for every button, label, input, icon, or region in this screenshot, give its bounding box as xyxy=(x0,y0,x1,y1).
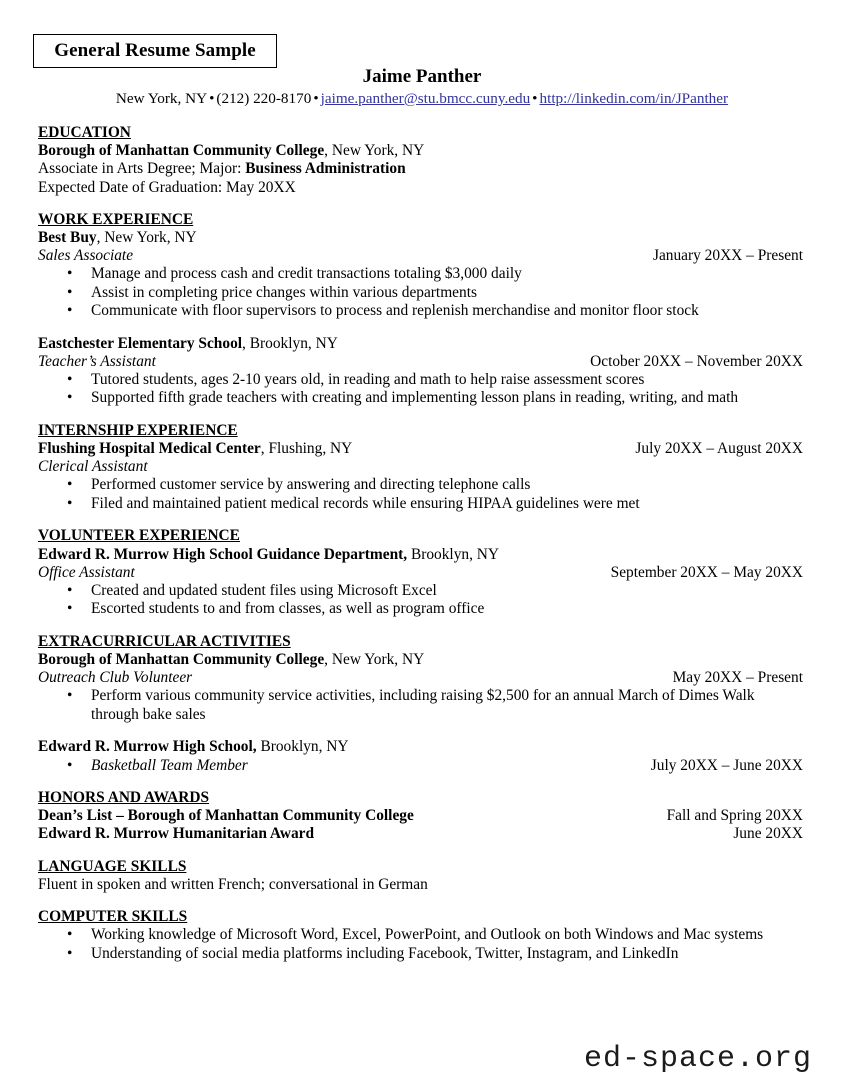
section-heading-work-experience: WORK EXPERIENCE xyxy=(38,210,194,228)
volunteer-entry-location: Brooklyn, NY xyxy=(407,545,500,563)
education-graduation-line xyxy=(38,179,803,197)
extracurricular-entry-title: Outreach Club Volunteer xyxy=(38,669,193,687)
internship-entry-title-line xyxy=(38,458,803,476)
section-language-skills xyxy=(38,858,803,894)
section-education xyxy=(38,124,803,197)
extracurricular-entry-two-date: July 20XX – June 20XX xyxy=(650,756,803,774)
honors-row xyxy=(38,825,803,843)
list-item: • Communicate with floor supervisors to process and replenish merchandise and monitor floor stock xyxy=(67,302,699,320)
volunteer-entry-title-line xyxy=(38,564,803,582)
spacer xyxy=(38,775,803,789)
section-extracurricular-activities xyxy=(38,633,803,775)
bullet-icon: • xyxy=(67,926,73,944)
list-item: • Performed customer service by answering and directing telephone calls xyxy=(67,476,531,494)
contact-location: New York, NY xyxy=(115,90,208,107)
education-degree-prefix: Associate in Arts Degree; Major: xyxy=(38,160,246,178)
list-item: • Created and updated student files using Microsoft Excel xyxy=(67,581,437,599)
contact-line xyxy=(0,90,844,108)
language-skills-line xyxy=(38,876,803,894)
bullet-icon: • xyxy=(67,302,73,320)
computer-skills-bullets xyxy=(38,926,803,963)
bullet-icon: • xyxy=(67,265,73,283)
volunteer-entry-date: September 20XX – May 20XX xyxy=(610,563,803,581)
bullet-icon: • xyxy=(67,494,73,512)
applicant-name: Jaime Panther xyxy=(362,66,482,87)
spacer xyxy=(38,844,803,858)
section-heading-internship-experience: INTERNSHIP EXPERIENCE xyxy=(38,421,238,439)
honors-award-date: June 20XX xyxy=(733,825,803,843)
bullet-icon: • xyxy=(67,756,73,774)
work-entry-title: Teacher’s Assistant xyxy=(38,352,156,370)
bullet-icon: • xyxy=(67,687,73,705)
site-watermark: ed-space.org xyxy=(583,1042,812,1076)
extracurricular-entry-two-location: Brooklyn, NY xyxy=(256,738,349,756)
spacer xyxy=(38,321,803,335)
work-entry-bullets xyxy=(38,371,803,408)
education-school-line xyxy=(38,142,803,160)
contact-separator-3: • xyxy=(532,90,538,107)
contact-linkedin-link[interactable]: http://linkedin.com/in/JPanther xyxy=(539,90,729,107)
spacer xyxy=(38,894,803,908)
bullet-icon: • xyxy=(67,371,73,388)
spacer xyxy=(38,513,803,527)
education-major: Business Administration xyxy=(245,160,406,178)
work-entry-org-line xyxy=(38,335,803,353)
education-degree-line xyxy=(38,160,803,178)
language-skills-text: Fluent in spoken and written French; conversational in German xyxy=(38,875,428,893)
internship-entry-location: , Flushing, NY xyxy=(260,440,353,458)
section-heading-language-skills: LANGUAGE SKILLS xyxy=(38,857,187,875)
internship-entry-org-line xyxy=(38,440,803,458)
extracurricular-entry-location: , New York, NY xyxy=(324,651,425,669)
contact-email-link[interactable]: jaime.panther@stu.bmcc.cuny.edu xyxy=(320,90,531,107)
list-item: • Manage and process cash and credit transactions totaling $3,000 daily xyxy=(67,265,522,283)
work-entry-date: October 20XX – November 20XX xyxy=(590,352,803,370)
extracurricular-entry-bullets xyxy=(38,687,803,724)
work-entry-title-line xyxy=(38,247,803,265)
section-honors-and-awards xyxy=(38,789,803,844)
contact-separator-1: • xyxy=(209,90,215,107)
bullet-icon: • xyxy=(67,944,73,962)
extracurricular-entry-two-bullets xyxy=(38,757,803,775)
list-item xyxy=(38,757,803,775)
volunteer-entry-bullets xyxy=(38,582,803,619)
section-heading-computer-skills: COMPUTER SKILLS xyxy=(38,907,188,925)
section-volunteer-experience xyxy=(38,527,803,618)
list-item: • Perform various community service activities, including raising $2,500 for an annual March of Dimes Walk through bake sales xyxy=(67,687,755,723)
list-item: • Supported fifth grade teachers with creating and implementing lesson plans in reading, writing, and math xyxy=(67,389,739,407)
honors-award-date: Fall and Spring 20XX xyxy=(666,807,803,825)
resume-body xyxy=(38,124,803,963)
section-computer-skills xyxy=(38,908,803,963)
extracurricular-entry-org-line xyxy=(38,651,803,669)
document-label-text: General Resume Sample xyxy=(54,40,256,61)
internship-entry-date: July 20XX – August 20XX xyxy=(635,440,803,458)
internship-entry-org: Flushing Hospital Medical Center xyxy=(38,440,261,458)
honors-award-name: Edward R. Murrow Humanitarian Award xyxy=(38,825,315,843)
section-heading-education: EDUCATION xyxy=(38,124,131,141)
volunteer-entry-org-line xyxy=(38,546,803,564)
list-item: • Escorted students to and from classes, as well as program office xyxy=(67,600,485,618)
work-entry-org-line xyxy=(38,229,803,247)
list-item: • Tutored students, ages 2-10 years old, in reading and math to help raise assessment scores xyxy=(67,371,645,388)
document-label-box xyxy=(33,34,277,68)
education-school-location: , New York, NY xyxy=(324,142,425,160)
contact-separator-2: • xyxy=(313,90,319,107)
extracurricular-entry-two-role: Basketball Team Member xyxy=(91,756,248,774)
work-entry-bullets xyxy=(38,265,803,320)
work-entry-title: Sales Associate xyxy=(38,247,134,265)
section-heading-extracurricular-activities: EXTRACURRICULAR ACTIVITIES xyxy=(38,632,291,650)
spacer xyxy=(38,408,803,422)
bullet-icon: • xyxy=(67,476,73,494)
spacer xyxy=(38,724,803,738)
contact-phone: (212) 220-8170 xyxy=(216,90,312,107)
section-heading-volunteer-experience: VOLUNTEER EXPERIENCE xyxy=(38,527,240,545)
extracurricular-entry-title-line xyxy=(38,669,803,687)
section-heading-honors-and-awards: HONORS AND AWARDS xyxy=(38,789,210,807)
work-entry-location: , Brooklyn, NY xyxy=(242,334,338,352)
education-graduation-text: Expected Date of Graduation: May 20XX xyxy=(38,178,296,196)
list-item: • Working knowledge of Microsoft Word, Excel, PowerPoint, and Outlook on both Windows and Mac systems xyxy=(67,926,764,944)
bullet-icon: • xyxy=(67,581,73,599)
extracurricular-entry-org: Borough of Manhattan Community College xyxy=(38,651,325,669)
work-entry-title-line xyxy=(38,353,803,371)
bullet-icon: • xyxy=(67,600,73,618)
work-entry-org: Best Buy xyxy=(38,228,97,246)
extracurricular-entry-two-org-line xyxy=(38,738,803,756)
section-work-experience xyxy=(38,211,803,408)
work-entry-location: , New York, NY xyxy=(96,228,197,246)
list-item: • Filed and maintained patient medical records while ensuring HIPAA guidelines were met xyxy=(67,494,640,512)
extracurricular-entry-date: May 20XX – Present xyxy=(672,669,803,687)
spacer xyxy=(38,619,803,633)
section-internship-experience xyxy=(38,422,803,513)
honors-award-name: Dean’s List – Borough of Manhattan Community College xyxy=(38,807,414,825)
spacer xyxy=(38,197,803,211)
education-school-name: Borough of Manhattan Community College xyxy=(38,142,325,160)
list-item: • Understanding of social media platforms including Facebook, Twitter, Instagram, and LinkedIn xyxy=(67,944,679,962)
work-entry-org: Eastchester Elementary School xyxy=(38,334,243,352)
volunteer-entry-org: Edward R. Murrow High School Guidance Department, xyxy=(38,545,408,563)
extracurricular-entry-two-org: Edward R. Murrow High School, xyxy=(38,738,257,756)
volunteer-entry-title: Office Assistant xyxy=(38,563,135,581)
list-item: • Assist in completing price changes within various departments xyxy=(67,283,477,301)
bullet-icon: • xyxy=(67,283,73,301)
bullet-icon: • xyxy=(67,389,73,407)
honors-row xyxy=(38,807,803,825)
internship-entry-title: Clerical Assistant xyxy=(38,458,148,476)
work-entry-date: January 20XX – Present xyxy=(652,247,803,265)
internship-entry-bullets xyxy=(38,476,803,513)
